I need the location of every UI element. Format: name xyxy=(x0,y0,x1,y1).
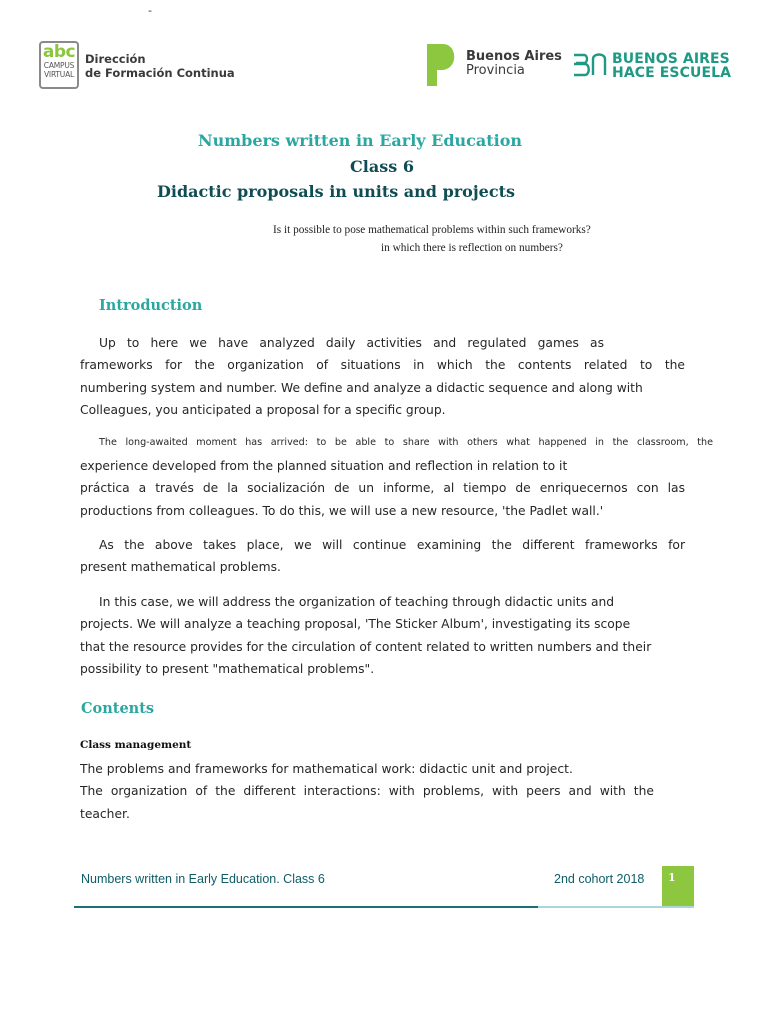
contents-line3: teacher. xyxy=(80,806,130,821)
contents-heading: Contents xyxy=(81,700,155,717)
page-number: 1 xyxy=(668,871,676,884)
abc-logo-line1: CAMPUS xyxy=(43,61,75,70)
footer-rule-light xyxy=(538,906,694,908)
intro-p4-line3: that the resource provides for the circulation of content related to written numbers and their xyxy=(80,639,652,654)
buenos-aires-provincia-logo xyxy=(466,50,562,78)
intro-p1-line4: Colleagues, you anticipated a proposal for a specific group. xyxy=(80,402,446,417)
provincia-line1: Buenos Aires xyxy=(466,49,562,64)
intro-p2-line3: productions from colleagues. To do this, we will use a new resource, 'the Padlet wall.' xyxy=(80,503,604,518)
document-subtitle: Didactic proposals in units and projects xyxy=(157,182,515,201)
direccion-line2: de Formación Continua xyxy=(85,66,235,80)
abc-logo-line2: VIRTUAL xyxy=(44,70,74,79)
footer-course-label: Numbers written in Early Education. Class 6 xyxy=(81,872,325,886)
contents-line1: The problems and frameworks for mathematical work: didactic unit and project. xyxy=(80,762,573,776)
hace-escuela-icon xyxy=(572,51,608,79)
introduction-heading: Introduction xyxy=(99,297,203,314)
intro-paragraph-2 xyxy=(80,455,685,522)
abc-campus-virtual-logo xyxy=(39,41,79,89)
intro-p4-line1: In this case, we will address the organization of teaching through didactic units and xyxy=(99,595,615,609)
class-title: Class 6 xyxy=(350,157,414,176)
intro-p3-line1: As the above takes place, we will continue examining the different frameworks for xyxy=(99,538,685,552)
intro-p1-line3: numbering system and number. We define and analyze a didactic sequence and along with xyxy=(80,380,643,395)
intro-p4-line4: possibility to present "mathematical problems". xyxy=(80,661,375,676)
intro-paragraph-3 xyxy=(80,534,685,579)
intro-p2-line1: experience developed from the planned situation and reflection in relation to it xyxy=(80,459,568,473)
page-number-badge xyxy=(662,866,694,907)
buenos-aires-provincia-icon xyxy=(423,40,463,90)
intro-p2-small-line: The long-awaited moment has arrived: to be able to share with others what happened in the classroom, the xyxy=(99,437,713,448)
intro-paragraph-4 xyxy=(80,591,685,680)
escuela-line2: HACE ESCUELA xyxy=(612,65,732,81)
footer-cohort-label: 2nd cohort 2018 xyxy=(554,872,645,886)
provincia-line2: Provincia xyxy=(466,63,525,78)
escuela-line1: BUENOS AIRES xyxy=(612,51,730,67)
intro-p4-line2: projects. We will analyze a teaching proposal, 'The Sticker Album', investigating its scope xyxy=(80,617,631,632)
intro-p3-line2: present mathematical problems. xyxy=(80,560,281,575)
contents-line2: The organization of the different interactions: with problems, with peers and with the xyxy=(80,784,654,799)
guiding-question-line2: in which there is reflection on numbers? xyxy=(381,242,563,254)
intro-p1-line2: frameworks for the organization of situations in which the contents related to the xyxy=(80,358,685,373)
intro-p2-line2: práctica a través de la socialización de un informe, al tiempo de enriquecernos con las xyxy=(80,481,685,496)
guiding-question-line1: Is it possible to pose mathematical problems within such frameworks? xyxy=(273,224,591,236)
contents-list xyxy=(80,758,685,825)
abc-logo-word: abc xyxy=(42,42,76,62)
buenos-aires-hace-escuela-logo xyxy=(612,52,731,80)
intro-paragraph-1 xyxy=(80,332,685,421)
direccion-line1: Dirección xyxy=(85,52,146,66)
course-title: Numbers written in Early Education xyxy=(197,131,523,150)
intro-paragraph-2-lead xyxy=(99,433,713,453)
class-management-subheading: Class management xyxy=(80,739,192,751)
intro-p1-line1: Up to here we have analyzed daily activities and regulated games as xyxy=(99,336,604,350)
stray-dash: - xyxy=(148,4,152,17)
footer-rule-dark xyxy=(74,906,538,908)
direccion-formacion-continua xyxy=(85,52,235,80)
